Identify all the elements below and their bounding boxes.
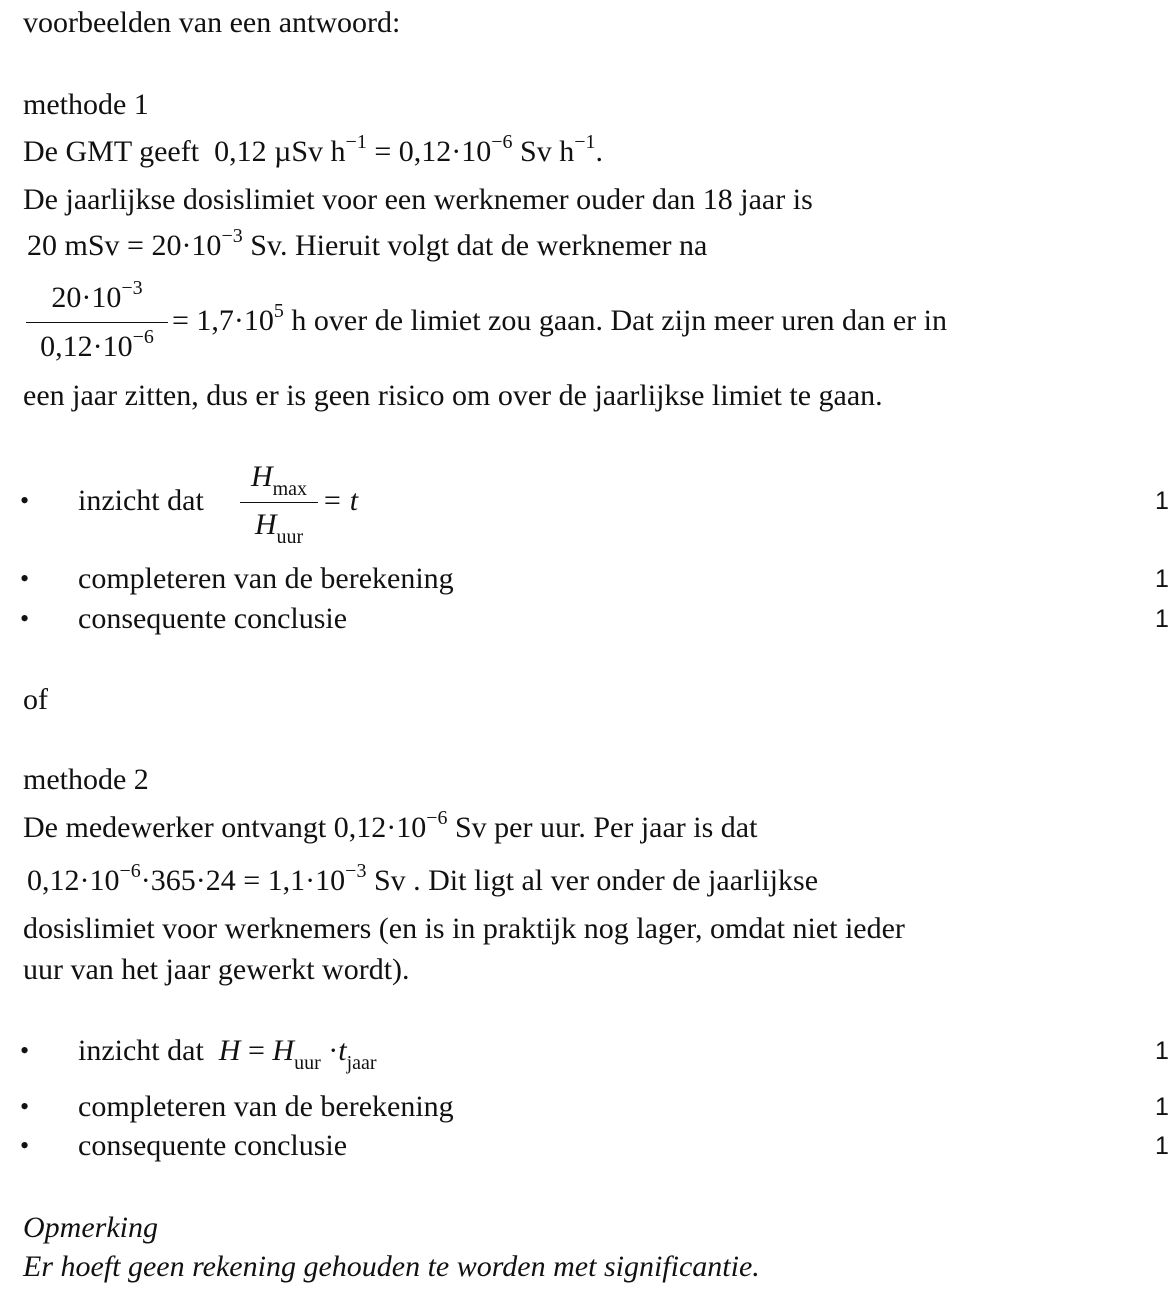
score-point: 1: [1155, 1093, 1169, 1121]
separator-of: of: [23, 683, 48, 716]
method1-criterion-1: [78, 484, 204, 518]
score-point: 1: [1155, 1132, 1169, 1160]
method1-fraction: [26, 278, 168, 368]
method2-line1-math: 0,12·10: [333, 811, 427, 844]
method1-line3-text: Sv. Hieruit volgt dat de werknemer na: [242, 229, 708, 262]
denominator-exp: −6: [132, 326, 154, 348]
fraction-result-exp: 5: [273, 300, 284, 322]
method2-line2-exp-b: −3: [345, 860, 367, 882]
fraction-bar: [240, 502, 318, 503]
method1-line1-math: [207, 131, 596, 168]
formula-t: t: [338, 1034, 347, 1067]
formula-H: H: [218, 1034, 241, 1067]
denominator-text: 0,12·10: [40, 330, 133, 363]
formula-t-sub: jaar: [346, 1052, 377, 1074]
method1-line2: De jaarlijkse dosislimiet voor een werknemer ouder dan 18 jaar is: [23, 183, 813, 216]
method1-line1-text: De GMT geeft: [23, 135, 200, 168]
math-part-c: Sv h: [512, 135, 575, 168]
score-point: 1: [1155, 487, 1169, 515]
math-exp-c: −1: [574, 131, 596, 153]
method1-line3: [27, 225, 708, 263]
criterion-fraction: [240, 460, 318, 550]
criterion-rhs: = t: [322, 484, 359, 517]
fraction-bar: [26, 322, 168, 323]
method1-criterion-3: consequente conclusie: [78, 602, 348, 635]
method1-line4: [172, 300, 947, 338]
math-part-b: = 0,12·10: [366, 135, 492, 168]
method2-line3: dosislimiet voor werknemers (en is in praktijk nog lager, omdat niet ieder: [23, 912, 905, 945]
method1-line5: een jaar zitten, dus er is geen risico om over de jaarlijkse limiet te gaan.: [23, 379, 883, 412]
method2-line2: [27, 860, 819, 898]
method1-line3-exp: −3: [221, 225, 243, 247]
numerator-sub: max: [272, 478, 308, 500]
method2-line2-exp: −6: [119, 860, 141, 882]
denominator-sub: uur: [276, 526, 304, 548]
method2-line2-math-b: ·365·24 = 1,1·10: [140, 864, 346, 897]
bullet-icon: •: [20, 1036, 30, 1065]
math-exp-a: −1: [345, 131, 367, 153]
method1-line4-text: h over de limiet zou gaan. Dat zijn meer uren dan er in: [283, 304, 947, 337]
math-part-a: 0,12 µSv h: [214, 135, 346, 168]
remark-heading: Opmerking: [23, 1211, 158, 1244]
method2-line1-exp: −6: [426, 807, 448, 829]
method2-line1: [23, 807, 758, 845]
intro-text: voorbeelden van een antwoord:: [23, 6, 401, 39]
bullet-icon: •: [20, 486, 30, 515]
formula-eq: =: [240, 1034, 273, 1067]
bullet-icon: •: [20, 604, 30, 633]
method1-heading: methode 1: [23, 88, 149, 121]
method2-line1-end: Sv per uur. Per jaar is dat: [447, 811, 758, 844]
numerator-H: H: [250, 460, 273, 493]
method2-line2-text: Sv . Dit ligt al ver onder de jaarlijkse: [366, 864, 819, 897]
fraction-result: = 1,7·10: [172, 304, 274, 337]
fraction-numerator: [26, 277, 168, 315]
criterion-prefix: inzicht dat: [78, 484, 204, 517]
formula-Huur-sub: uur: [294, 1052, 321, 1074]
denominator-H: H: [254, 508, 277, 541]
bullet-icon: •: [20, 564, 30, 593]
bullet-icon: •: [20, 1131, 30, 1160]
method2-criterion-3: consequente conclusie: [78, 1129, 348, 1162]
bullet-icon: •: [20, 1092, 30, 1121]
remark-text: Er hoeft geen rekening gehouden te worden met significantie.: [23, 1250, 760, 1283]
fraction-numerator: [240, 460, 318, 500]
method1-line1: [23, 131, 603, 169]
formula-dot: ·: [320, 1034, 339, 1067]
fraction-denominator: [26, 326, 168, 364]
score-point: 1: [1155, 565, 1169, 593]
score-point: 1: [1155, 605, 1169, 633]
method1-line1-end: .: [595, 135, 603, 168]
method1-line3-math: 20 mSv = 20·10: [27, 229, 222, 262]
method2-heading: methode 2: [23, 763, 149, 796]
method2-line1-text: De medewerker ontvangt: [23, 811, 327, 844]
method2-line2-math: 0,12·10: [27, 864, 120, 897]
score-point: 1: [1155, 1037, 1169, 1065]
numerator-exp: −3: [121, 277, 143, 299]
method2-line4: uur van het jaar gewerkt wordt).: [23, 953, 410, 986]
method2-criterion-2: completeren van de berekening: [78, 1090, 454, 1123]
formula-Huur: H: [272, 1034, 295, 1067]
math-exp-b: −6: [491, 131, 513, 153]
numerator-text: 20·10: [51, 281, 122, 314]
criterion-prefix: inzicht dat: [78, 1034, 204, 1067]
method2-criterion-1: [78, 1034, 377, 1074]
fraction-denominator: [240, 508, 318, 548]
method1-criterion-2: completeren van de berekening: [78, 562, 454, 595]
